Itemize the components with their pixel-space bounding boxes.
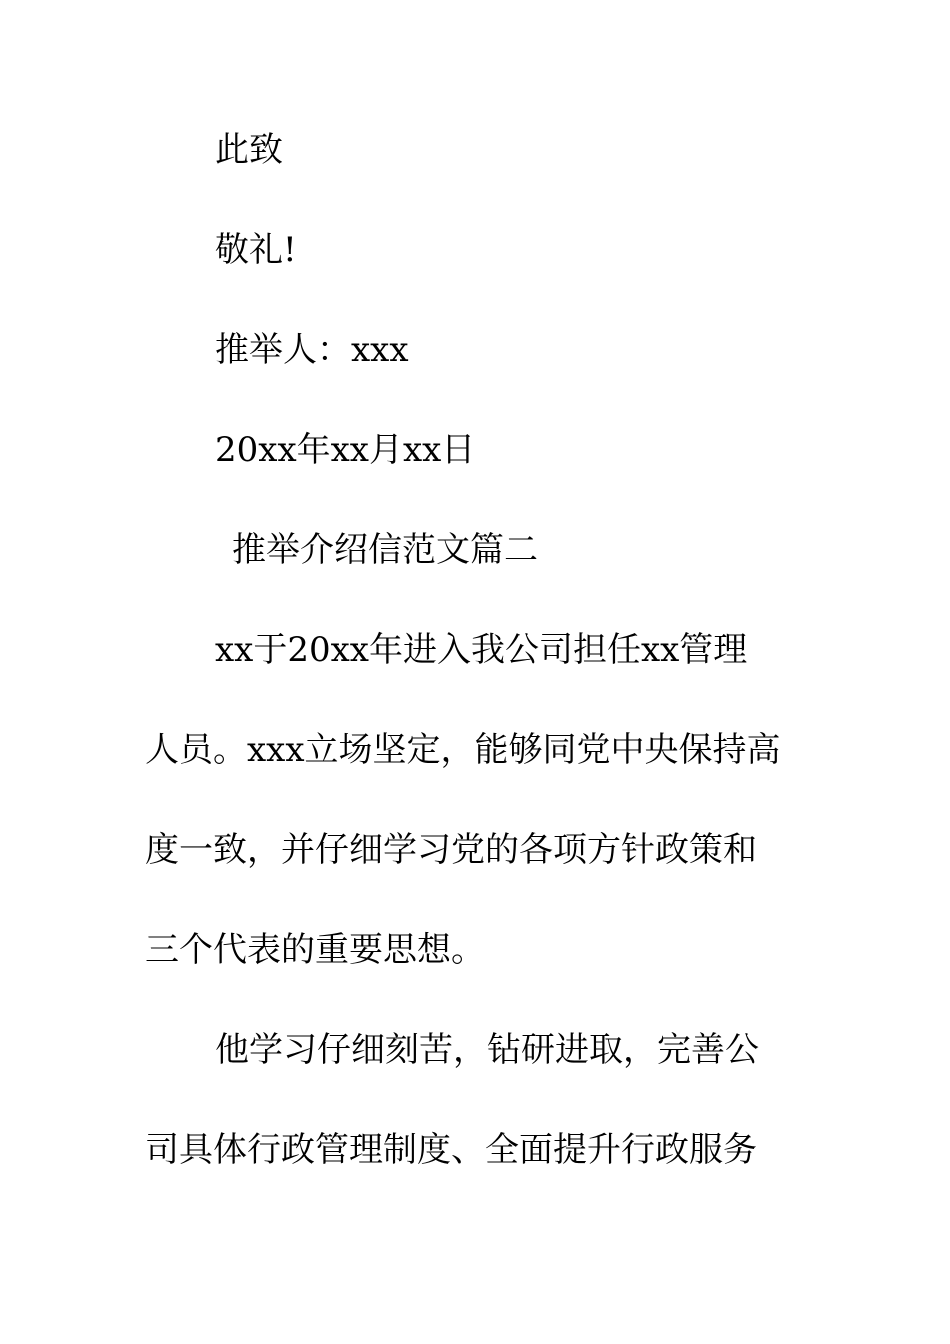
date-line: 20xx年xx月xx日 — [215, 430, 476, 470]
closing-salutation: 此致 — [215, 130, 283, 170]
paragraph-1-line-3: 度一致，并仔细学习党的各项方针政策和 — [145, 830, 757, 870]
section-heading: 推举介绍信范文篇二 — [232, 530, 538, 570]
paragraph-1-line-4: 三个代表的重要思想。 — [145, 930, 485, 970]
paragraph-2-line-2: 司具体行政管理制度、全面提升行政服务 — [145, 1130, 757, 1170]
paragraph-1-line-1: xx于20xx年进入我公司担任xx管理 — [215, 630, 748, 670]
paragraph-2-line-1: 他学习仔细刻苦，钻研进取，完善公 — [215, 1030, 759, 1070]
paragraph-1-line-2: 人员。xxx立场坚定，能够同党中央保持高 — [145, 730, 781, 770]
signer-line: 推举人：xxx — [215, 330, 409, 370]
closing-regards: 敬礼! — [215, 230, 297, 270]
